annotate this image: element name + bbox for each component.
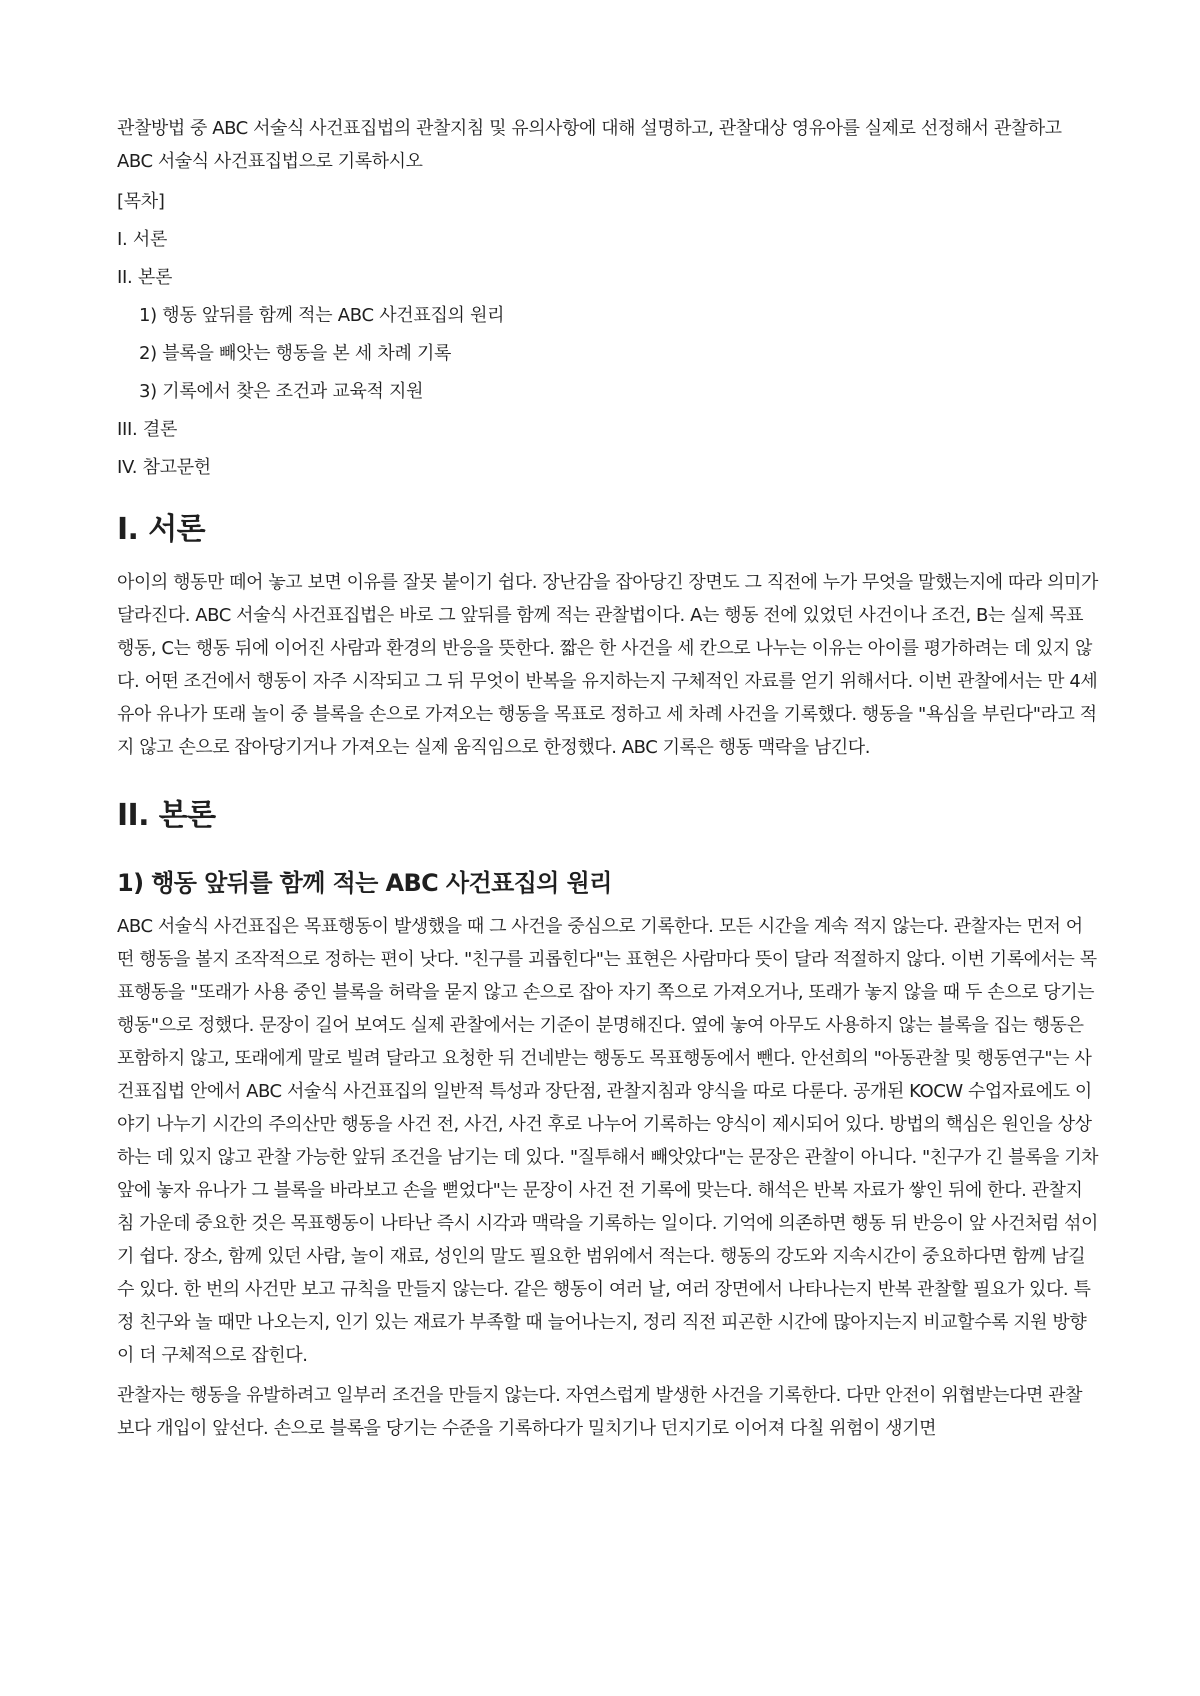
table-of-contents xyxy=(117,190,1099,480)
intro-heading: I. 서론 xyxy=(117,512,205,547)
toc-item-body-2: 2) 블록을 빼앗는 행동을 본 세 차례 기록 xyxy=(139,343,452,364)
toc-item-intro: I. 서론 xyxy=(117,229,168,250)
toc-item-references: IV. 참고문헌 xyxy=(117,457,211,478)
intro-paragraph: 아이의 행동만 떼어 놓고 보면 이유를 잘못 붙이기 쉽다. 장난감을 잡아당긴 장면도 그 직전에 누가 무엇을 말했는지에 따라 의미가 달라진다. ABC 서술식 사건표집법은 바로 그 앞뒤를 함께 적는 관찰법이다. A는 행동 전에 있었던 사건이나 조건, B는 실제 목표행동, C는 행동 뒤에 이어진 사람과 환경의 반응을 뜻한다. 짧은 한 사건을 세 칸으로 나누는 이유는 아이를 평가하려는 데 있지 않다. 어떤 조건에서 행동이 자주 시작되고 그 뒤 무엇이 반복을 유지하는지 구체적인 자료를 얻기 위해서다. 이번 관찰에서는 만 4세 유아 유나가 또래 놀이 중 블록을 손으로 가져오는 행동을 목표로 정하고 세 차례 사건을 기록했다. 행동을 "욕심을 부린다"라고 적지 않고 손으로 잡아당기거나 가져오는 실제 움직임으로 한정했다. ABC 기록은 행동 맥락을 남긴다. xyxy=(117,572,1098,758)
toc-item-body-1: 1) 행동 앞뒤를 함께 적는 ABC 사건표집의 원리 xyxy=(139,305,505,326)
toc-item-body: II. 본론 xyxy=(117,267,173,288)
section-1-paragraph: 관찰자는 행동을 유발하려고 일부러 조건을 만들지 않는다. 자연스럽게 발생한 사건을 기록한다. 다만 안전이 위협받는다면 관찰보다 개입이 앞선다. 손으로 블록을 당기는 수준을 기록하다가 밀치기나 던지기로 이어져 다칠 위험이 생기면 xyxy=(117,1385,1083,1439)
assignment-prompt: 관찰방법 중 ABC 서술식 사건표집법의 관찰지침 및 유의사항에 대해 설명하고, 관찰대상 영유아를 실제로 선정해서 관찰하고 ABC 서술식 사건표집법으로 기록하시오 xyxy=(117,118,1062,172)
document-page xyxy=(117,112,1099,1452)
toc-title: [목차] xyxy=(117,191,165,212)
body-heading: II. 본론 xyxy=(117,798,216,833)
section-1-paragraph: ABC 서술식 사건표집은 목표행동이 발생했을 때 그 사건을 중심으로 기록한다. 모든 시간을 계속 적지 않는다. 관찰자는 먼저 어떤 행동을 볼지 조작적으로 정하는 편이 낫다. "친구를 괴롭힌다"는 표현은 사람마다 뜻이 달라 적절하지 않다. 이번 기록에서는 목표행동을 "또래가 사용 중인 블록을 허락을 묻지 않고 손으로 잡아 자기 쪽으로 가져오거나, 또래가 놓지 않을 때 두 손으로 당기는 행동"으로 정했다. 문장이 길어 보여도 실제 관찰에서는 기준이 분명해진다. 옆에 놓여 아무도 사용하지 않는 블록을 집는 행동은 포함하지 않고, 또래에게 말로 빌려 달라고 요청한 뒤 건네받는 행동도 목표행동에서 뺀다. 안선희의 "아동관찰 및 행동연구"는 사건표집법 안에서 ABC 서술식 사건표집의 일반적 특성과 장단점, 관찰지침과 양식을 따로 다룬다. 공개된 KOCW 수업자료에도 이야기 나누기 시간의 주의산만 행동을 사건 전, 사건, 사건 후로 나누어 기록하는 양식이 제시되어 있다. 방법의 핵심은 원인을 상상하는 데 있지 않고 관찰 가능한 앞뒤 조건을 남기는 데 있다. "질투해서 빼앗았다"는 문장은 관찰이 아니다. "친구가 긴 블록을 기차 앞에 놓자 유나가 그 블록을 바라보고 손을 뻗었다"는 문장이 사건 전 기록에 맞는다. 해석은 반복 자료가 쌓인 뒤에 한다. 관찰지침 가운데 중요한 것은 목표행동이 나타난 즉시 시각과 맥락을 기록하는 일이다. 기억에 의존하면 행동 뒤 반응이 앞 사건처럼 섞이기 쉽다. 장소, 함께 있던 사람, 놀이 재료, 성인의 말도 필요한 범위에서 적는다. 행동의 강도와 지속시간이 중요하다면 함께 남길 수 있다. 한 번의 사건만 보고 규칙을 만들지 않는다. 같은 행동이 여러 날, 여러 장면에서 나타나는지 반복 관찰할 필요가 있다. 특정 친구와 놀 때만 나오는지, 인기 있는 재료가 부족할 때 늘어나는지, 정리 직전 피곤한 시간에 많아지는지 비교할수록 지원 방향이 더 구체적으로 잡힌다. xyxy=(117,916,1099,1366)
section-1-heading: 1) 행동 앞뒤를 함께 적는 ABC 사건표집의 원리 xyxy=(117,869,612,897)
toc-item-body-3: 3) 기록에서 찾은 조건과 교육적 지원 xyxy=(139,381,424,402)
toc-item-conclusion: III. 결론 xyxy=(117,419,178,440)
